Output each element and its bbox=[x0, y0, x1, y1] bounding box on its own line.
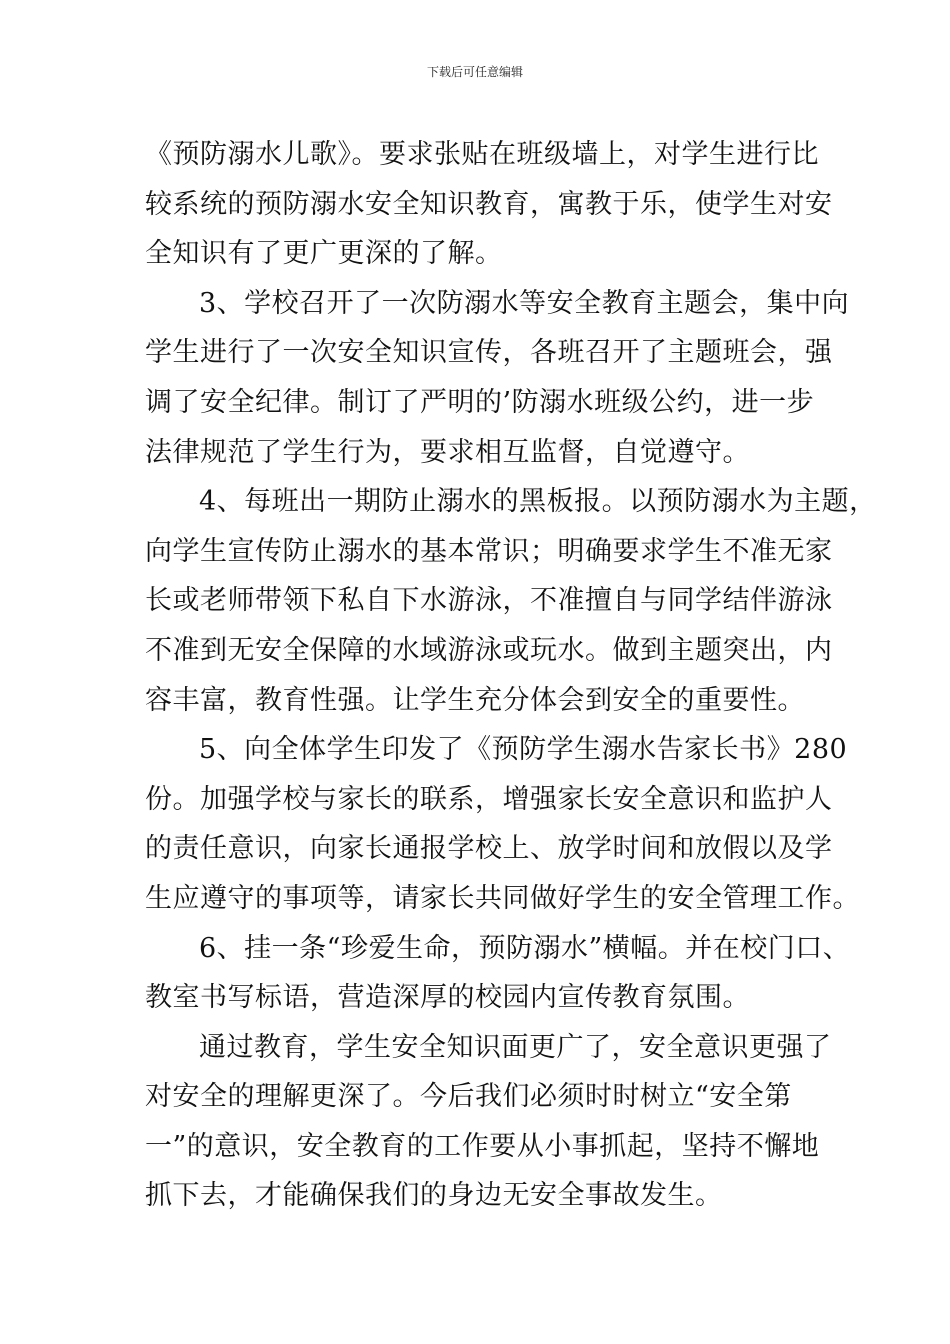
text-line: 长或老师带领下私自下水游泳，不准擅自与同学结伴游泳 bbox=[145, 585, 833, 617]
text-line: 份。加强学校与家长的联系，增强家长安全意识和监护人 bbox=[145, 783, 833, 815]
text-line: 生应遵守的事项等，请家长共同做好学生的安全管理工作。 bbox=[145, 882, 860, 914]
paragraph-item-5-line: 5、向全体学生印发了《预防学生溺水告家长书》280 bbox=[199, 734, 848, 766]
text-line: 全知识有了更广更深的了解。 bbox=[145, 238, 503, 270]
text-line: 调了安全纪律。制订了严明的’防溺水班级公约，进一步 bbox=[145, 386, 815, 418]
paragraph-item-3-line: 3、学校召开了一次防溺水等安全教育主题会，集中向 bbox=[199, 287, 850, 319]
text-line: 不准到无安全保障的水域游泳或玩水。做到主题突出，内 bbox=[145, 634, 833, 666]
text-line: 抓下去，才能确保我们的身边无安全事故发生。 bbox=[145, 1180, 723, 1212]
text-line: 较系统的预防溺水安全知识教育，寓教于乐，使学生对安 bbox=[145, 188, 833, 220]
paragraph-item-6-line: 6、挂一条“珍爱生命，预防溺水”横幅。并在校门口、 bbox=[199, 932, 851, 964]
text-line: 容丰富，教育性强。让学生充分体会到安全的重要性。 bbox=[145, 684, 805, 716]
paragraph-item-4-line: 4、每班出一期防止溺水的黑板报。以预防溺水为主题， bbox=[199, 486, 877, 518]
text-line: 向学生宣传防止溺水的基本常识；明确要求学生不准无家 bbox=[145, 535, 833, 567]
text-line: 对安全的理解更深了。今后我们必须时时树立“安全第 bbox=[145, 1081, 792, 1113]
text-line: 教室书写标语，营造深厚的校园内宣传教育氛围。 bbox=[145, 982, 750, 1014]
document-body bbox=[145, 130, 877, 1221]
conclusion-paragraph-line: 通过教育，学生安全知识面更广了，安全意识更强了 bbox=[199, 1031, 832, 1063]
text-line: 《预防溺水儿歌》。要求张贴在班级墙上，对学生进行比 bbox=[145, 139, 819, 170]
text-line: 的责任意识，向家长通报学校上、放学时间和放假以及学 bbox=[145, 833, 833, 865]
text-line: 一”的意识，安全教育的工作要从小事抓起，坚持不懈地 bbox=[145, 1130, 820, 1162]
text-line: 学生进行了一次安全知识宣传，各班召开了主题班会，强 bbox=[145, 337, 833, 369]
text-line: 法律规范了学生行为，要求相互监督，自觉遵守。 bbox=[145, 436, 750, 468]
page-header-note: 下载后可任意编辑 bbox=[426, 65, 523, 79]
